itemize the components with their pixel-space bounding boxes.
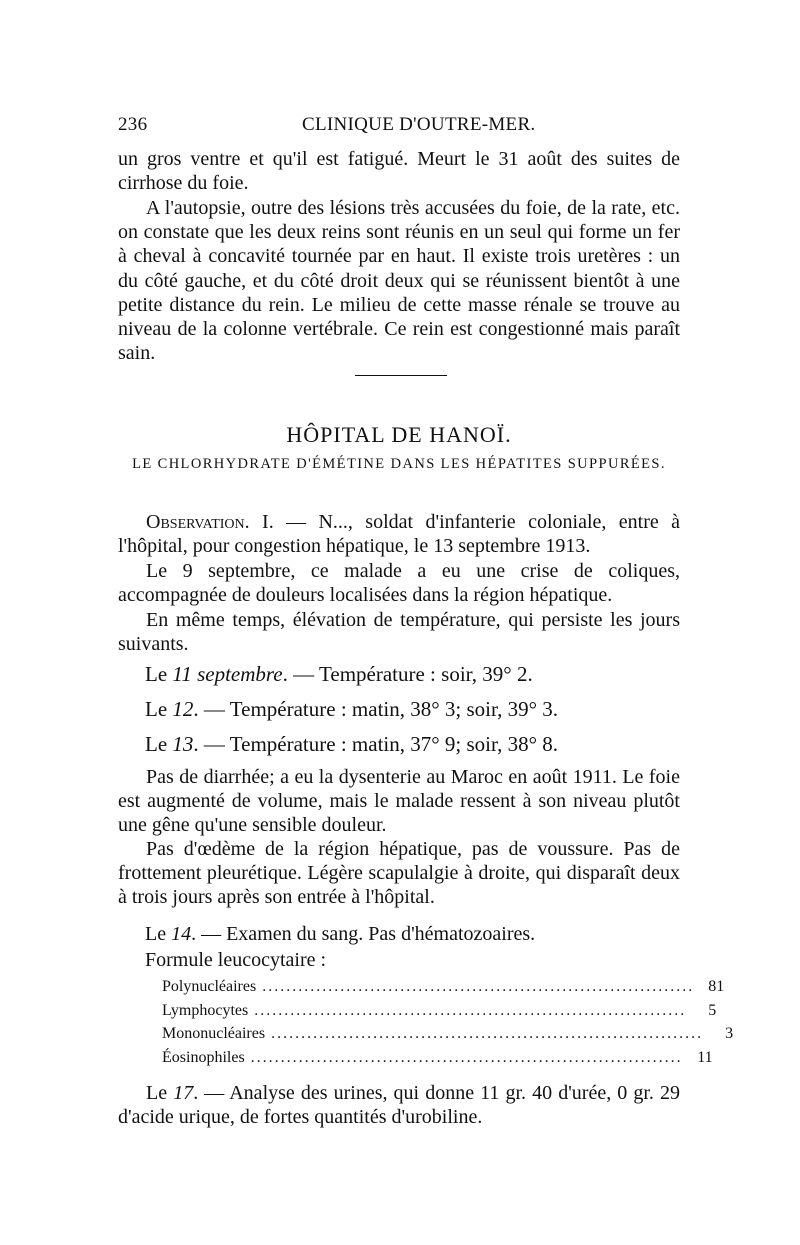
- entry-text: . — Examen du sang. Pas d'hématozoaires.: [191, 923, 536, 945]
- cell-type: Lymphocytes: [162, 1001, 249, 1019]
- observation-label: Observation: [146, 511, 245, 533]
- temperature-entry: [145, 697, 558, 722]
- dot-leader: ........................................................................: [262, 978, 695, 995]
- entry-prefix: Le: [145, 732, 173, 756]
- page-header: [118, 114, 681, 142]
- table-row: [162, 1025, 734, 1049]
- entry-date: 14: [171, 923, 192, 945]
- cell-type: Mononucléaires: [162, 1025, 266, 1042]
- blood-exam-entry: [145, 923, 535, 946]
- intro-paragraph-1: un gros ventre et qu'il est fatigué. Meurt le 31 août des suites de cirrhose du foie.: [118, 148, 680, 195]
- entry-prefix: Le: [145, 662, 173, 686]
- entry-prefix: Le: [146, 1082, 174, 1104]
- entry-text: . — Température : matin, 38° 3; soir, 39° 3.: [193, 697, 559, 721]
- leucocyte-formula-label: Formule leucocytaire :: [145, 949, 327, 971]
- dot-leader: ........................................................................: [250, 1048, 683, 1066]
- section-subtitle: LE CHLORHYDRATE D'ÉMÉTINE DANS LES HÉPATITES SUPPURÉES.: [132, 456, 666, 472]
- table-row: [162, 1048, 713, 1073]
- entry-date: 12: [172, 697, 194, 721]
- urine-analysis-paragraph: [118, 1081, 680, 1129]
- table-row: [162, 1001, 717, 1026]
- entry-prefix: Le: [145, 697, 173, 721]
- running-title: CLINIQUE D'OUTRE-MER.: [302, 114, 536, 135]
- dot-leader: ........................................................................: [271, 1025, 704, 1042]
- leucocyte-table: [162, 978, 734, 1072]
- observation-text: . I. — N..., soldat d'infanterie coloniale, entre à l'hôpital, pour congestion hépatique, le 13 septembre 1913.: [118, 511, 680, 558]
- table-row: [162, 978, 725, 1002]
- intro-paragraph-autopsy: A l'autopsie, outre des lésions très accusées du foie, de la rate, etc. on constate que les deux reins sont réunis en un seul qui forme un fer à cheval à concavité tournée par en haut. Il existe trois uretères : un du côté gauche, et du côté droit deux qui se réunissent bientôt à une petite distance du rein. Le milieu de cette masse rénale se trouve au niveau de la colonne vertébrale. Ce rein est congestionné mais paraît sain.: [118, 197, 680, 365]
- cell-count: 11: [697, 1048, 713, 1066]
- temperature-entry: [145, 732, 558, 757]
- observation-paragraph-2: Le 9 septembre, ce malade a eu une crise de coliques, accompagnée de douleurs localisées dans la région hépatique.: [118, 560, 680, 607]
- temperature-entry: [145, 662, 533, 687]
- entry-date: 13: [172, 732, 194, 756]
- cell-count: 81: [708, 978, 725, 995]
- entry-text: . — Température : matin, 37° 9; soir, 38° 8.: [193, 732, 559, 756]
- dot-leader: ........................................................................: [254, 1001, 687, 1019]
- entry-text: . — Analyse des urines, qui donne 11 gr. 40 d'urée, 0 gr. 29 d'acide urique, de fortes quantités d'urobiline.: [118, 1082, 681, 1129]
- oedema-paragraph: Pas d'œdème de la région hépatique, pas de voussure. Pas de frottement pleurétique. Légère scapulalgie à droite, qui disparaît deux à trois jours après son entrée à l'hôpital.: [118, 838, 680, 909]
- diarrhea-paragraph: Pas de diarrhée; a eu la dysenterie au Maroc en août 1911. Le foie est augmenté de volume, mais le malade ressent à son niveau plutôt une gêne qu'une sensible douleur.: [118, 766, 680, 837]
- page-number: 236: [118, 114, 148, 135]
- cell-type: Polynucléaires: [162, 978, 257, 995]
- entry-text: . — Température : soir, 39° 2.: [282, 662, 533, 686]
- observation-paragraph: [118, 510, 680, 558]
- section-heading: HÔPITAL DE HANOÏ.: [286, 422, 512, 447]
- cell-count: 5: [708, 1001, 717, 1019]
- observation-paragraph-3: En même temps, élévation de température, qui persiste les jours suivants.: [118, 609, 680, 656]
- entry-prefix: Le: [145, 923, 172, 945]
- entry-date: 11 septembre: [172, 662, 283, 686]
- entry-date: 17: [173, 1082, 194, 1104]
- cell-count: 3: [725, 1025, 734, 1042]
- section-divider: [355, 375, 447, 376]
- cell-type: Éosinophiles: [162, 1048, 245, 1066]
